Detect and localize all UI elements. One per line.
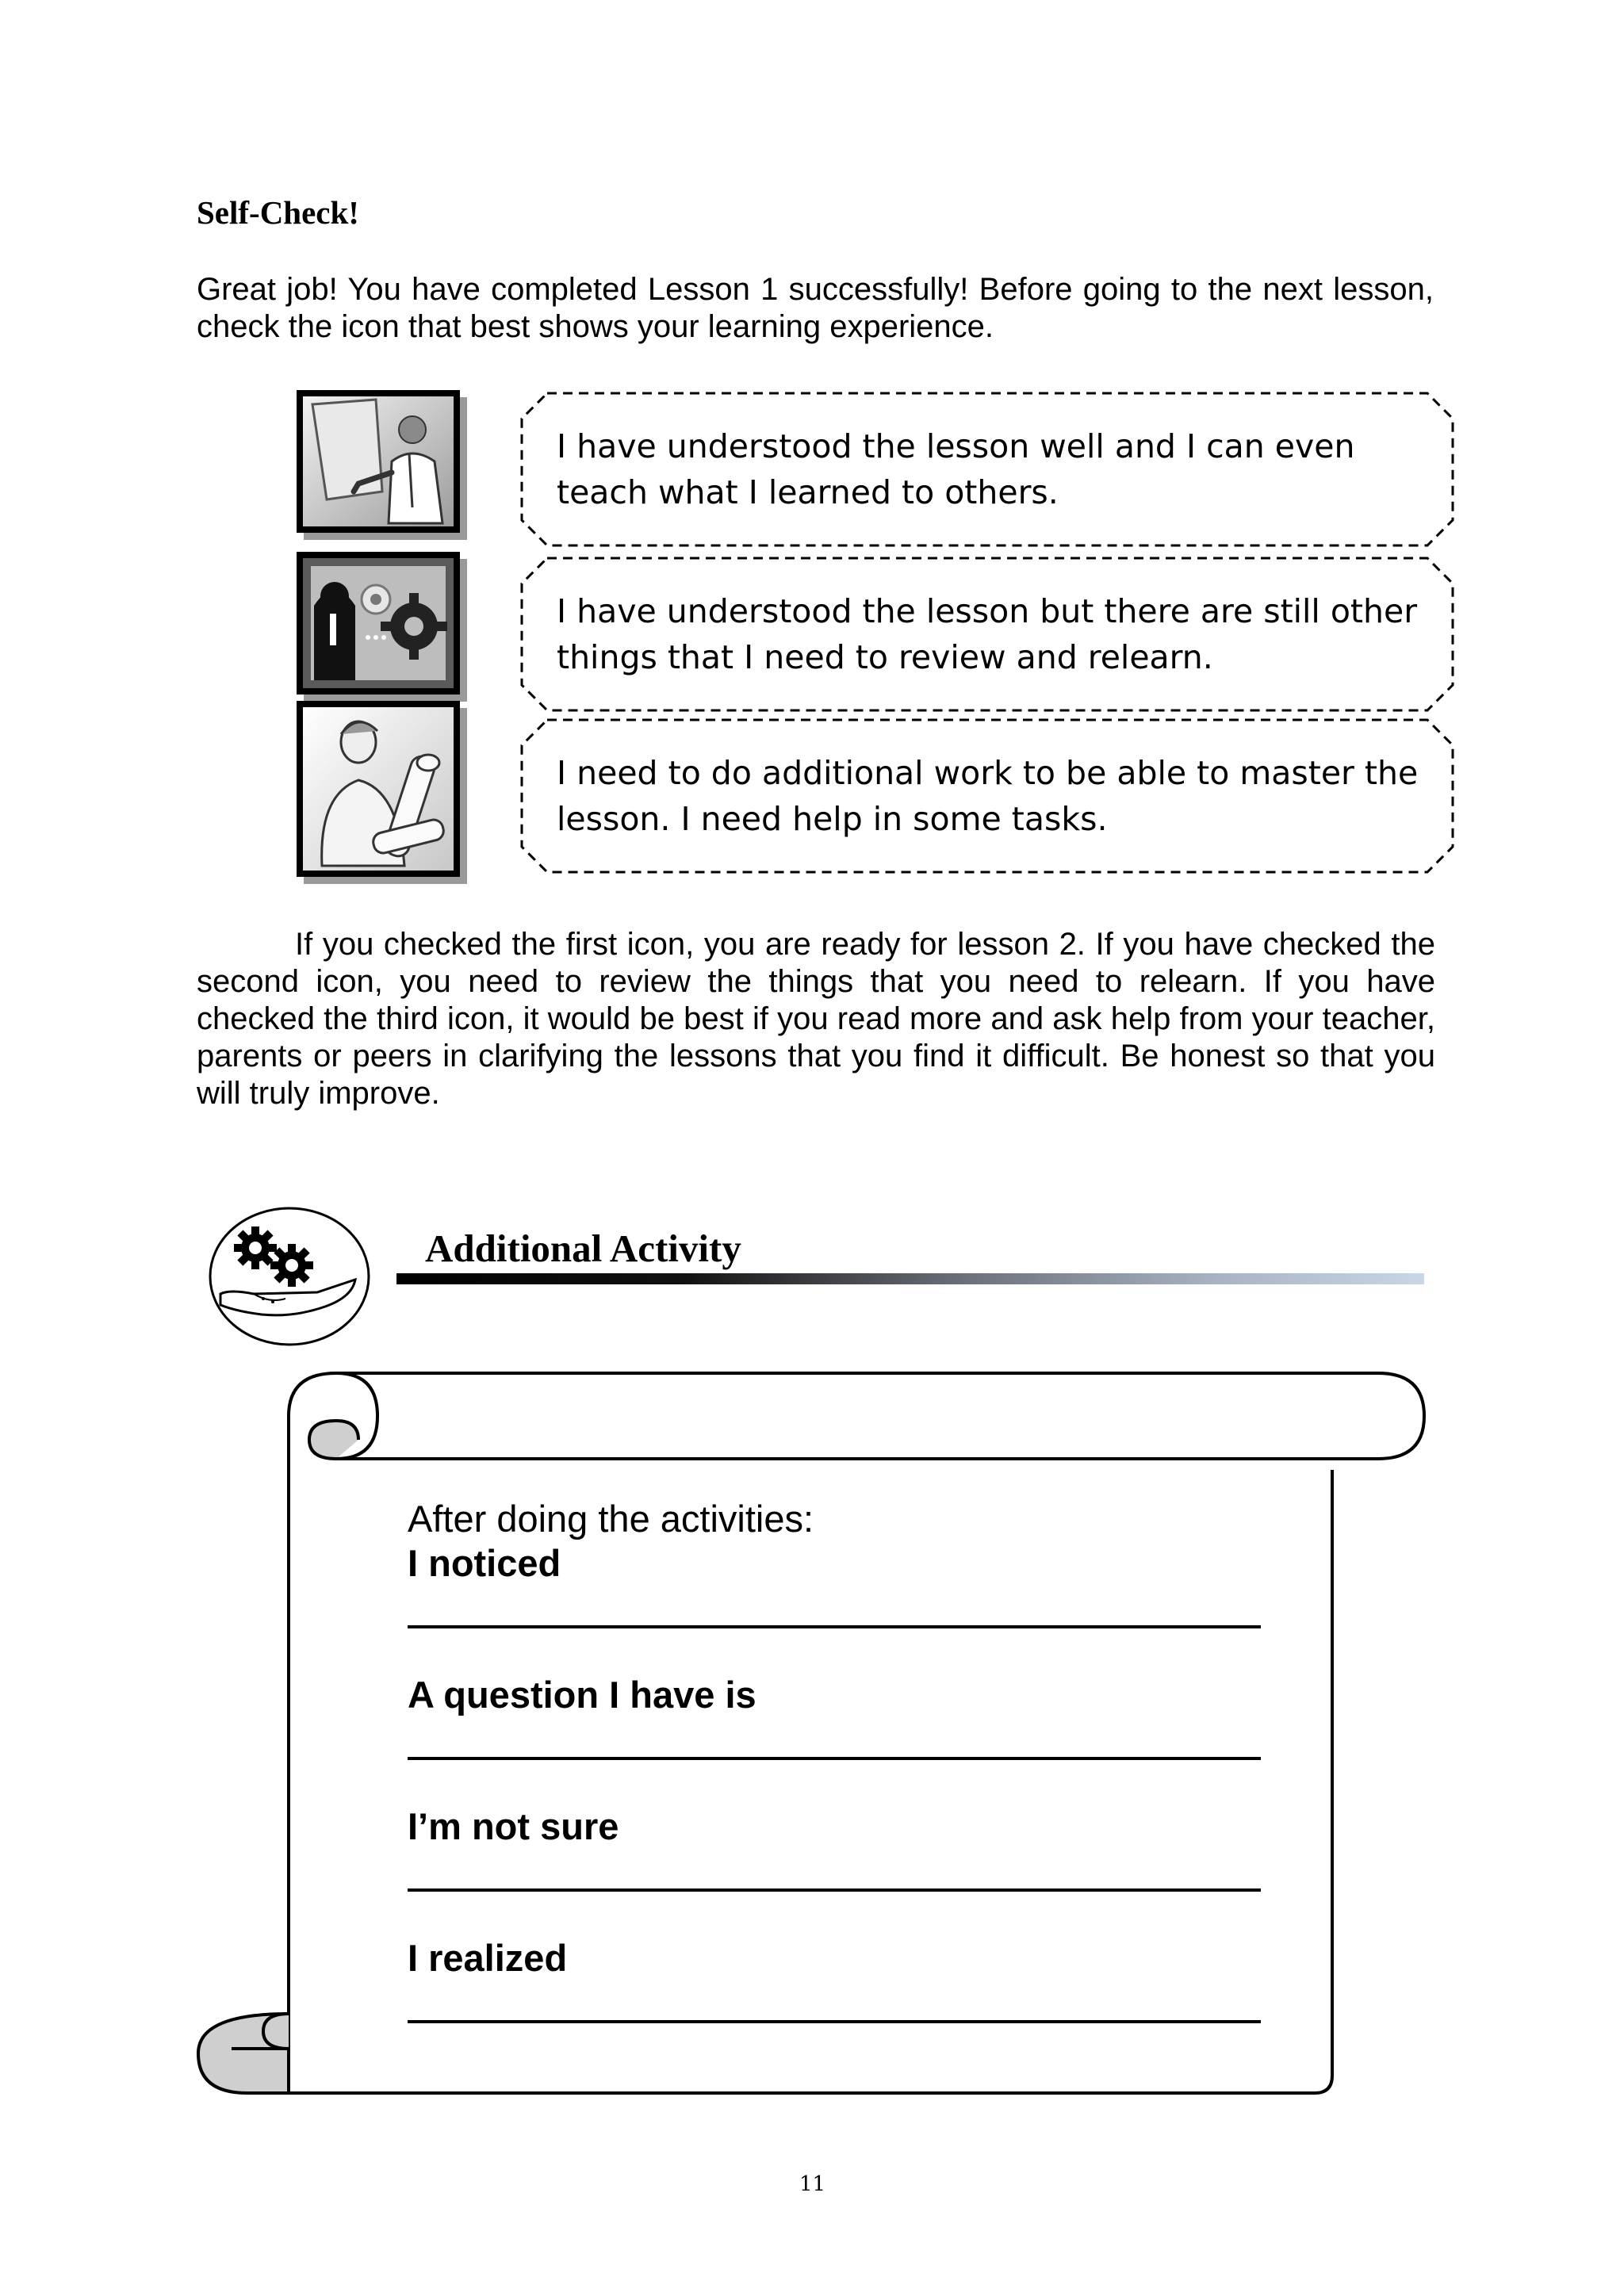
self-check-intro: Great job! You have completed Lesson 1 successfully! Before going to the next lesson, check the icon that best shows your learning experience.	[197, 272, 1434, 344]
activity-item-question: A question I have is	[408, 1674, 756, 1716]
self-check-closing: If you checked the first icon, you are ready for lesson 2. If you have checked the second icon, you need to review the things that you need to relearn. If you have checked the third icon, it would be best if you read more and ask help from your teacher, parents or peers in clarifying the lessons that you find it difficult. Be honest so that you will truly improve.	[197, 927, 1435, 1111]
thinking-gears-icon[interactable]	[297, 552, 460, 695]
answer-line-noticed[interactable]	[408, 1625, 1261, 1628]
gears-in-hand-icon	[206, 1205, 373, 1348]
title-underline	[396, 1273, 1424, 1284]
option-2-text: I have understood the lesson but there are still other things that I need to review and relearn.	[557, 592, 1418, 676]
teacher-presenting-icon[interactable]	[297, 390, 460, 533]
self-check-heading: Self-Check!	[197, 194, 359, 231]
activity-scroll	[190, 1372, 1435, 2109]
option-3-text: I need to do additional work to be able to master the lesson. I need help in some tasks.	[557, 754, 1419, 838]
activity-item-not-sure: I’m not sure	[408, 1805, 619, 1847]
activity-item-realized: I realized	[408, 1937, 568, 1979]
answer-line-question[interactable]	[408, 1757, 1261, 1760]
option-1-text: I have understood the lesson well and I can even teach what I learned to others.	[557, 427, 1355, 511]
activity-prompt: After doing the activities:	[408, 1498, 814, 1540]
page-number: 11	[799, 2172, 826, 2196]
answer-line-realized[interactable]	[408, 2020, 1261, 2023]
worker-with-blueprints-icon[interactable]	[297, 701, 460, 877]
activity-item-noticed: I noticed	[408, 1542, 561, 1584]
answer-line-not-sure[interactable]	[408, 1888, 1261, 1892]
additional-activity-title: Additional Activity	[425, 1226, 741, 1270]
